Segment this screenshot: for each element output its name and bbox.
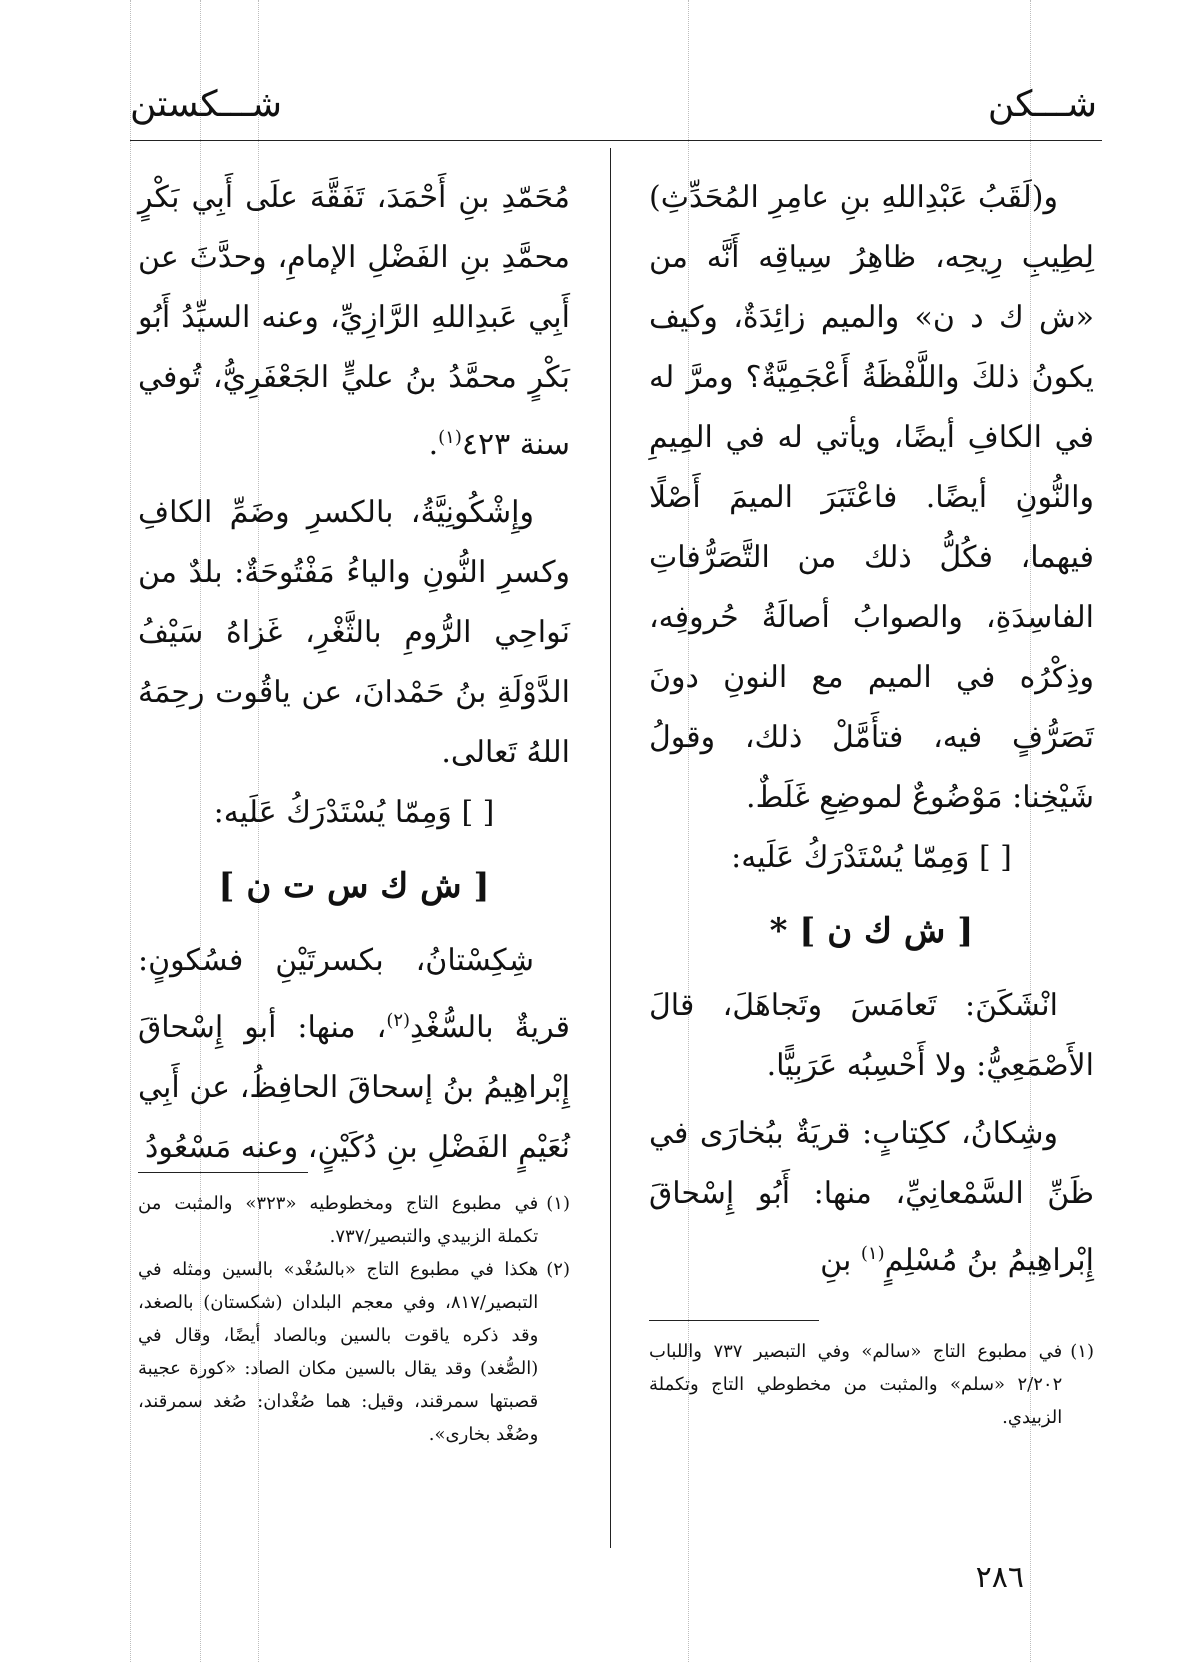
- right-column: [649, 168, 1094, 1291]
- paragraph-text: وشِكانُ، ككِتابٍ: قريَةٌ ببُخارَى في ظَنِّ السَّمْعانِيِّ، منها: أَبُو إِسْحاقَ إِبْراهِيمُ بنُ مُسْلِمٍ: [649, 1116, 1094, 1278]
- root-heading: [ ش ك س ت ن ]: [218, 866, 490, 906]
- footnote-number: (١): [546, 1193, 570, 1214]
- paragraph-text: شِكِسْتانُ، بكسرتَيْنِ فسُكونٍ: قريةٌ بالسُّغْدِ: [138, 943, 570, 1045]
- paragraph: [138, 168, 570, 475]
- running-header-right: شـــكن: [987, 84, 1097, 125]
- footnote-ref: (٢): [386, 1010, 411, 1031]
- column-separator: [610, 148, 611, 1548]
- paragraph: انْشَكَنَ: تَعامَسَ وتَجاهَلَ، قالَ الأَصْمَعِيُّ: ولا أَحْسِبُه عَرَبِيًّا.: [649, 988, 1094, 1083]
- root-heading: [ ش ك ن ] *: [769, 911, 974, 951]
- left-column: [138, 168, 570, 1178]
- footnote: [138, 1253, 570, 1451]
- running-header-left: شـــكستن: [130, 84, 283, 125]
- page-number: ٢٨٦: [975, 1560, 1024, 1595]
- header-rule: [130, 140, 1102, 141]
- footnotes-left: [138, 1172, 570, 1451]
- footnote-rule: [649, 1320, 819, 1321]
- footnote-ref: (١): [860, 1243, 885, 1264]
- footnote: [138, 1187, 570, 1253]
- footnote: [649, 1335, 1094, 1434]
- footnotes-right: [649, 1320, 1094, 1434]
- footnote-text: هكذا في مطبوع التاج «بالسُغْد» بالسين ومثله في التبصير/٨١٧، وفي معجم البلدان (شكستان) بالصغد، وقد ذكره ياقوت بالسين وبالصاد أيضًا، وقال في (الصُّغد) وقد يقال بالسين مكان الصاد: «كورة عجيبة قصبتها سمرقند، وقيل: هما صُغْدان: صُغد سمرقند، وصُغْد بخارى».: [138, 1259, 539, 1445]
- footnote-number: (٢): [546, 1259, 570, 1280]
- scan-guide-line: [130, 0, 131, 1662]
- footnote-text: في مطبوع التاج ومخطوطيه «٣٢٣» والمثبت من تكملة الزبيدي والتبصير/٧٣٧.: [138, 1193, 539, 1247]
- istidrak-heading: [ ] وَمِمّا يُسْتَدْرَكُ عَلَيه:: [213, 795, 495, 830]
- footnote-rule: [138, 1172, 308, 1173]
- paragraph: و(لَقَبُ عَبْدِاللهِ بنِ عامِرِ المُحَدِّثِ) لِطِيبِ رِيحِه، ظاهِرُ سِياقِه أَنَّه من «ش ك د ن» والميم زائِدَةٌ، وكيف يكونُ ذلكَ واللَّفْظَةُ أَعْجَمِيَّةٌ؟ ومرَّ له في الكافِ أيضًا، ويأتي له في المِيمِ والنُّونِ أيضًا. فاعْتَبَرَ الميمَ أَصْلًا فيهما، فكُلُّ ذلك من التَّصَرُّفاتِ الفاسِدَةِ، والصوابُ أصالَةُ حُروفِه، وذِكْرُه في الميم مع النونِ دونَ تَصَرُّفٍ فيه، فتأَمَّلْ ذلك، وقولُ شَيْخِنا: مَوْضُوعٌ لموضِعِ غَلَطٌ.: [649, 180, 1094, 815]
- paragraph: وإِشْكُونِيَّةُ، بالكسرِ وضَمِّ الكافِ وكسرِ النُّونِ والياءُ مَفْتُوحَةٌ: بلدٌ من نَواحِي الرُّومِ بالثَّغْرِ، غَزاهُ سَيْفُ الدَّوْلَةِ بنُ حَمْدانَ، عن ياقُوت رحِمَهُ اللهُ تَعالى.: [138, 495, 570, 770]
- paragraph-text: .: [428, 427, 439, 462]
- paragraph-text: مُحَمّدِ بنِ أَحْمَدَ، تَفَقَّهَ علَى أَبِي بَكْرٍ محمَّدِ بنِ الفَضْلِ الإمامِ، وحدَّثَ عن أَبِي عَبدِاللهِ الرَّازِيِّ، وعنه السيِّدُ أَبُو بَكْرٍ محمَّدُ بنُ عليٍّ الجَعْفَرِيُّ، تُوفي سنة ٤٢٣: [138, 180, 570, 462]
- footnote-ref: (١): [438, 427, 462, 448]
- paragraph: [649, 1104, 1094, 1291]
- paragraph-text: ، منها: أبو إِسْحاقَ إِبْراهِيمُ بنُ إسحاقَ الحافِظُ، عن أَبِي نُعَيْمٍ الفَضْلِ بنِ دُكَيْنٍ، وعنه مَسْعُودُ: [138, 1010, 570, 1165]
- paragraph-text: بنِ: [820, 1243, 852, 1278]
- istidrak-heading: [ ] وَمِمّا يُسْتَدْرَكُ عَلَيه:: [731, 840, 1012, 875]
- paragraph: [138, 931, 570, 1178]
- footnote-number: (١): [1070, 1341, 1094, 1362]
- footnote-text: في مطبوع التاج «سالم» وفي التبصير ٧٣٧ واللباب ٢/٢٠٢ «سلم» والمثبت من مخطوطي التاج وتكملة الزبيدي.: [649, 1341, 1063, 1428]
